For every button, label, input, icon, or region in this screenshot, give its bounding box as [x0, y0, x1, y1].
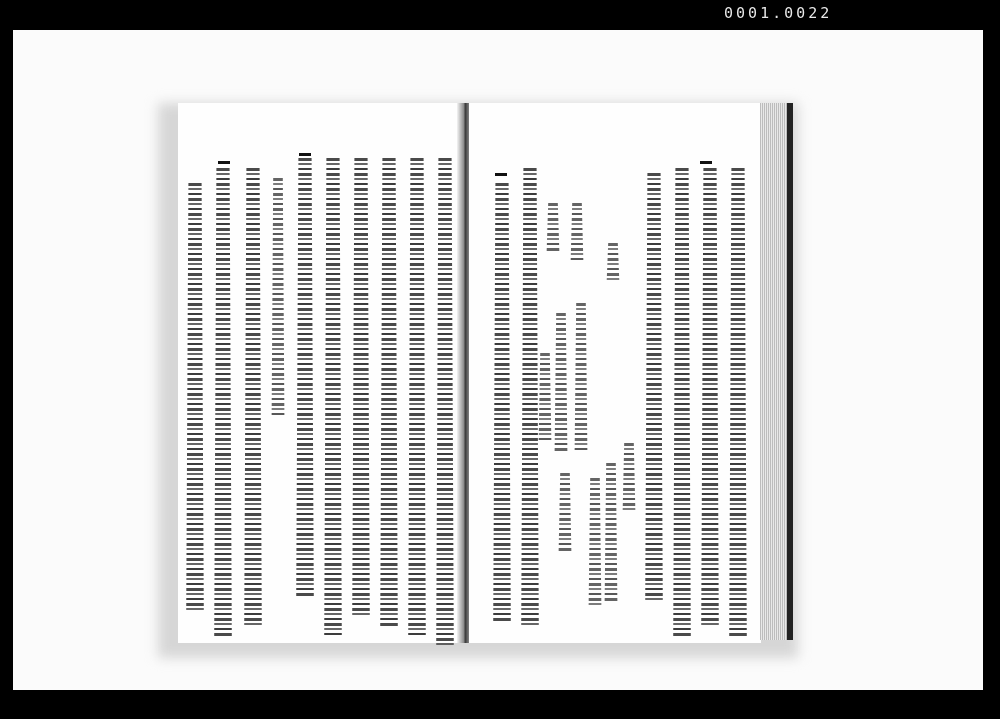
handwriting-column [519, 168, 541, 628]
handwriting-column [727, 168, 749, 638]
handwriting-column [242, 168, 264, 628]
item-dash-mark [495, 173, 507, 176]
handwriting-column [378, 158, 400, 628]
handwriting-column [671, 168, 693, 638]
handwriting-column [557, 473, 573, 553]
handwriting-column [605, 243, 621, 283]
item-dash-mark [299, 153, 311, 156]
handwriting-column [569, 203, 585, 263]
handwriting-column [573, 303, 589, 453]
frame-counter: 0001.0022 [724, 4, 833, 22]
handwriting-column [434, 158, 456, 648]
handwriting-column [406, 158, 428, 638]
right-page [469, 103, 761, 643]
handwriting-column [621, 443, 637, 513]
handwriting-column [699, 168, 721, 628]
handwriting-column [294, 158, 316, 598]
handwriting-column [603, 463, 619, 603]
handwriting-column [643, 173, 665, 603]
handwriting-column [545, 203, 561, 253]
handwriting-column [553, 313, 569, 453]
handwriting-column [491, 183, 513, 623]
handwriting-column [184, 183, 206, 613]
left-page [178, 103, 463, 643]
handwriting-column [587, 478, 603, 608]
handwriting-column [350, 158, 372, 618]
item-dash-mark [218, 161, 230, 164]
handwriting-column [322, 158, 344, 638]
page-edges [760, 103, 793, 640]
item-dash-mark [700, 161, 712, 164]
handwriting-column [212, 168, 234, 638]
handwriting-column [270, 178, 286, 418]
handwriting-column [537, 353, 553, 443]
